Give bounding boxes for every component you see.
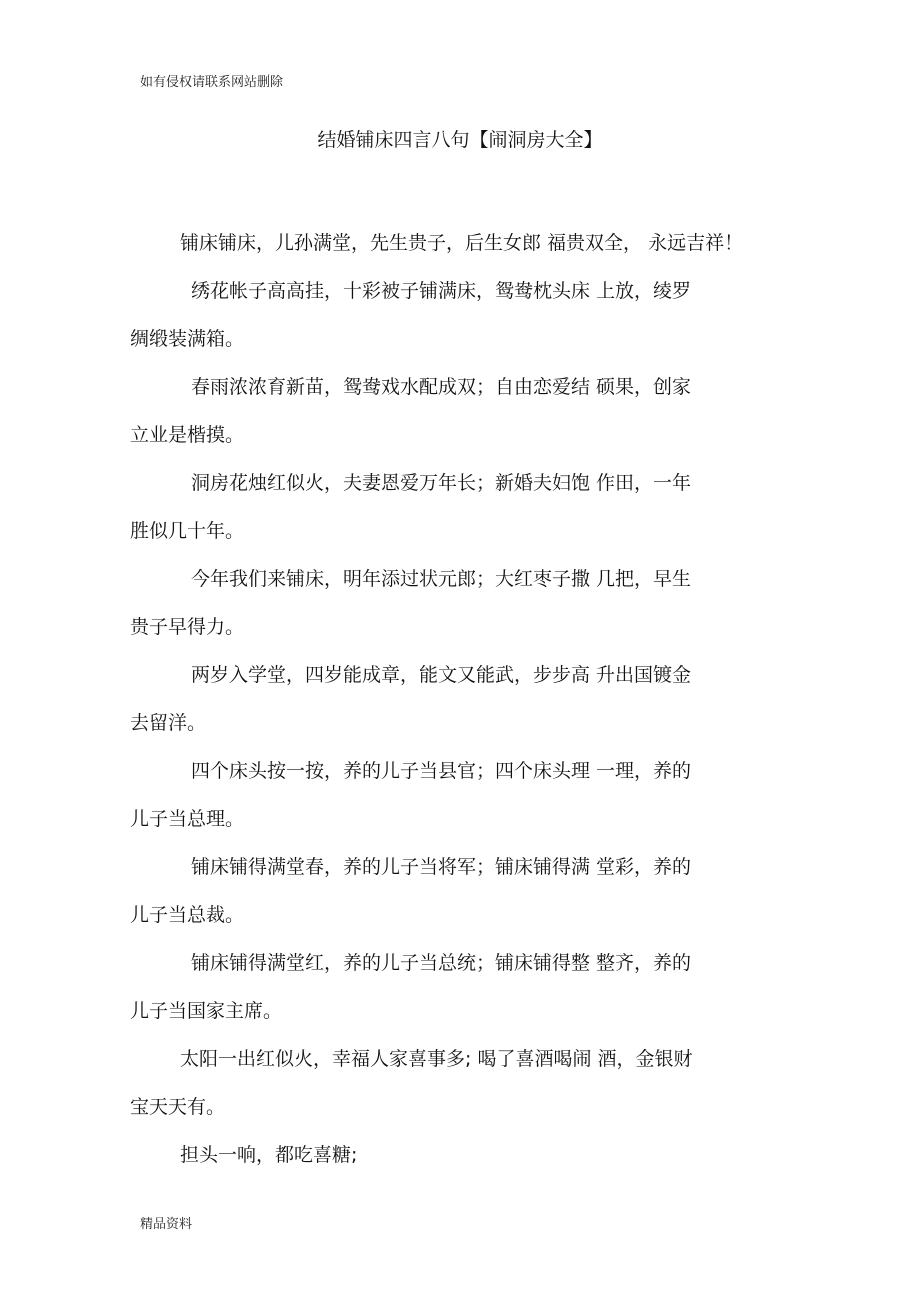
document-title: 结婚铺床四言八句【闹洞房大全】 [317,129,603,151]
header-note: 如有侵权请联系网站删除 [140,75,284,90]
paragraph-4: 洞房花烛红似火，夫妻恩爱万年长；新婚夫妇饱 作田，一年 胜似几十年。 [130,472,692,542]
paragraph-1: 铺床铺床，儿孙满堂，先生贵子，后生女郎 福贵双全， 永远吉祥！ [180,232,744,254]
paragraph-11: 担头一响，都吃喜糖; [180,1144,358,1166]
paragraph-5: 今年我们来铺床，明年添过状元郎；大红枣子撒 几把，早生 贵子早得力。 [130,568,692,638]
paragraph-10: 太阳一出红似火，幸福人家喜事多; 喝了喜酒喝闹 酒，金银财 宝天天有。 [130,1048,693,1118]
paragraph-3: 春雨浓浓育新苗，鸳鸯戏水配成双；自由恋爱结 硕果，创家 立业是楷摸。 [130,376,692,446]
paragraph-2: 绣花帐子高高挂，十彩被子铺满床，鸳鸯枕头床 上放，绫罗 绸缎装满箱。 [130,280,692,350]
paragraph-8: 铺床铺得满堂春，养的儿子当将军；铺床铺得满 堂彩，养的 儿子当总裁。 [130,856,692,926]
document-body [130,219,795,1179]
footer-note: 精品资料 [140,1217,193,1232]
paragraph-7: 四个床头按一按，养的儿子当县官；四个床头理 一理，养的 儿子当总理。 [130,760,692,830]
paragraph-9: 铺床铺得满堂红，养的儿子当总统；铺床铺得整 整齐，养的 儿子当国家主席。 [130,952,692,1022]
paragraph-6: 两岁入学堂，四岁能成章，能文又能武，步步高 升出国镀金 去留洋。 [130,664,692,734]
